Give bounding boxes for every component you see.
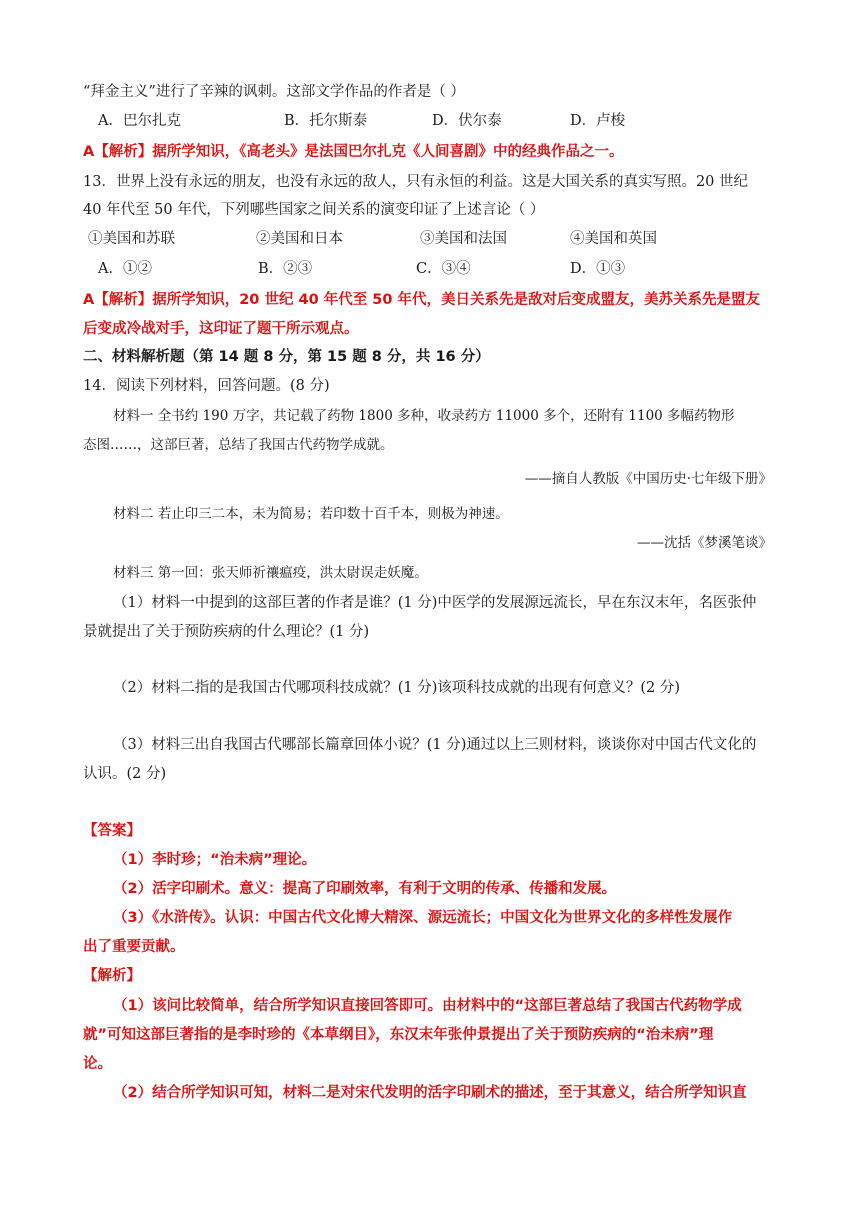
analysis-1-line3: 论。: [83, 1056, 112, 1072]
material-1-source: ——摘自人教版《中国历史·七年级下册》: [524, 471, 772, 487]
answer-heading: 【答案】: [83, 823, 141, 839]
q12-answer: A【解析】据所学知识，《高老头》是法国巴尔扎克《人间喜剧》中的经典作品之一。: [83, 144, 624, 160]
answer-1: （1）李时珍；“治未病”理论。: [113, 852, 317, 868]
q14-sub1-line2: 景就提出了关于预防疾病的什么理论？(1 分): [83, 624, 370, 640]
q14-stem: 14．阅读下列材料，回答问题。(8 分): [83, 378, 330, 394]
q12-option-b: B．托尔斯泰: [284, 113, 368, 129]
material-2: 材料二 若止印三二本，未为简易；若印数十百千本，则极为神速。: [113, 506, 509, 522]
answer-3-line2: 出了重要贡献。: [83, 939, 185, 955]
q12-stem: “拜金主义”进行了辛辣的讽刺。这部文学作品的作者是（ ）: [83, 84, 465, 100]
q13-item-3: ③美国和法国: [420, 231, 507, 247]
q13-stem-line1: 13．世界上没有永远的朋友，也没有永远的敌人，只有永恒的利益。这是大国关系的真实写照。20 世纪: [83, 174, 749, 190]
analysis-1-line1: （1）该问比较简单，结合所学知识直接回答即可。由材料中的“这部巨著总结了我国古代药物学成: [113, 998, 742, 1014]
analysis-heading: 【解析】: [83, 968, 141, 984]
q13-item-4: ④美国和英国: [570, 231, 657, 247]
material-1-line1: 材料一 全书约 190 万字，共记载了药物 1800 多种，收录药方 11000 多个，还附有 1100 多幅药物形: [113, 408, 735, 424]
q12-option-d: D．卢梭: [570, 113, 626, 129]
answer-3-line1: （3）《水浒传》。认识：中国古代文化博大精深、源远流长；中国文化为世界文化的多样性发展作: [113, 910, 733, 926]
q13-option-d: D．①③: [570, 261, 626, 277]
q13-item-2: ②美国和日本: [256, 231, 343, 247]
q13-stem-line2: 40 年代至 50 年代，下列哪些国家之间关系的演变印证了上述言论（ ）: [83, 202, 545, 218]
q12-option-c: D．伏尔泰: [432, 113, 502, 129]
section-title: 二、材料解析题（第 14 题 8 分，第 15 题 8 分，共 16 分）: [83, 349, 490, 365]
q13-answer-line2: 后变成冷战对手，这印证了题干所示观点。: [83, 321, 359, 337]
q13-answer-line1: A【解析】据所学知识，20 世纪 40 年代至 50 年代，美日关系先是敌对后变成盟友，美苏关系先是盟友: [83, 292, 760, 308]
material-1-line2: 态图……，这部巨著，总结了我国古代药物学成就。: [83, 437, 394, 453]
q13-item-1: ①美国和苏联: [88, 231, 175, 247]
q14-sub3-line2: 认识。(2 分): [83, 766, 167, 782]
q12-option-a: A．巴尔扎克: [98, 113, 181, 129]
analysis-1-line2: 就”可知这部巨著指的是李时珍的《本草纲目》，东汉末年张仲景提出了关于预防疾病的“治未病”理: [83, 1027, 714, 1043]
q13-option-b: B．②③: [258, 261, 313, 277]
q14-sub3-line1: （3）材料三出自我国古代哪部长篇章回体小说？(1 分)通过以上三则材料，谈谈你对中国古代文化的: [113, 737, 757, 753]
q13-option-a: A．①②: [98, 261, 152, 277]
q13-option-c: C．③④: [416, 261, 471, 277]
q14-sub1-line1: （1）材料一中提到的这部巨著的作者是谁？(1 分)中医学的发展源远流长，早在东汉末年，名医张仲: [113, 595, 757, 611]
q14-sub2: （2）材料二指的是我国古代哪项科技成就？(1 分)该项科技成就的出现有何意义？(2 分): [113, 680, 681, 696]
analysis-2-line1: （2）结合所学知识可知，材料二是对宋代发明的活字印刷术的描述，至于其意义，结合所学知识直: [113, 1085, 747, 1101]
material-2-source: ——沈括《梦溪笔谈》: [637, 535, 772, 551]
answer-2: （2）活字印刷术。意义：提高了印刷效率，有利于文明的传承、传播和发展。: [113, 881, 617, 897]
material-3: 材料三 第一回：张天师祈禳瘟疫，洪太尉误走妖魔。: [113, 565, 428, 581]
